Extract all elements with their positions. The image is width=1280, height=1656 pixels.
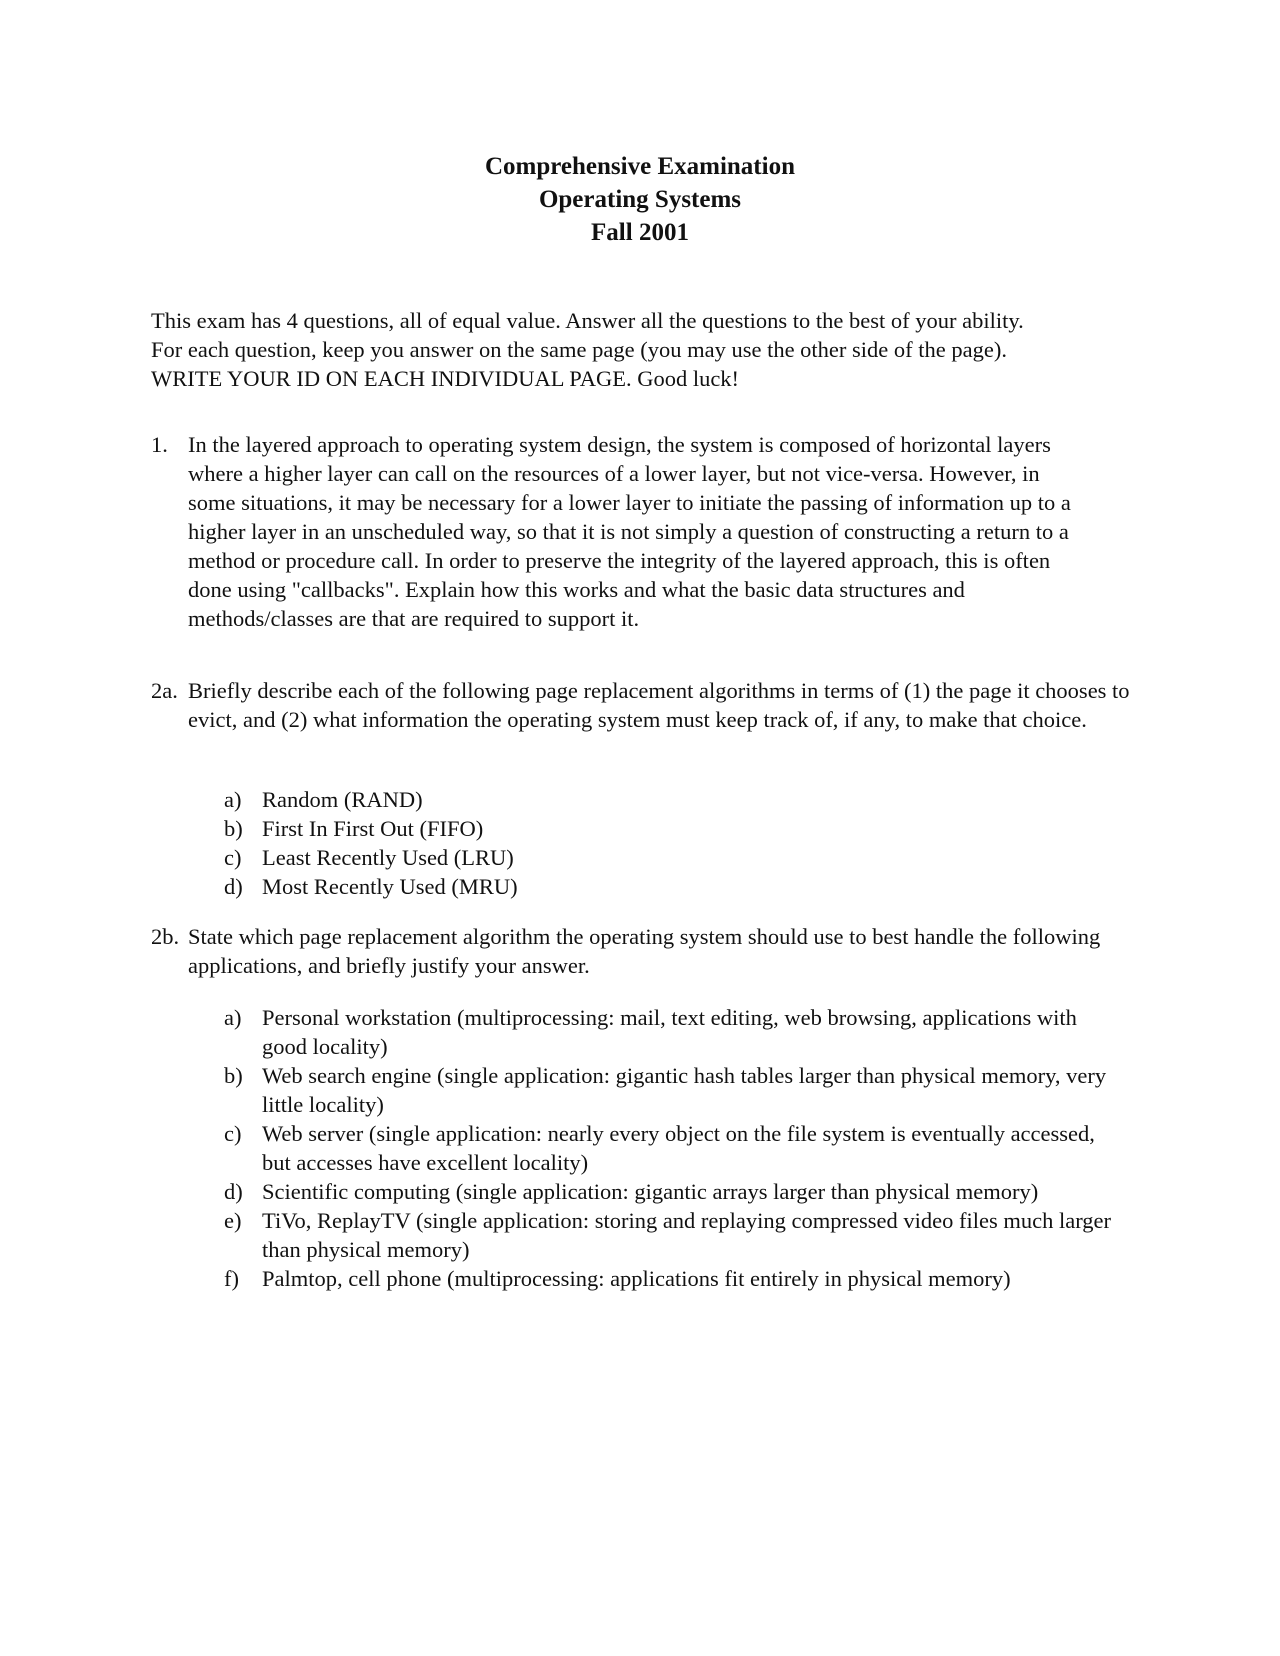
question-number: 1.	[151, 432, 168, 457]
question-2a	[151, 676, 1131, 734]
q2a-algorithm-list	[224, 785, 1124, 901]
item-text: Palmtop, cell phone (multiprocessing: applications fit entirely in physical memory)	[262, 1266, 1011, 1291]
item-letter: a)	[224, 787, 242, 812]
item-letter: a)	[224, 1005, 242, 1030]
title-line-term: Fall 2001	[591, 219, 689, 246]
instructions-line-2: For each question, keep you answer on the same page (you may use the other side of the page).	[151, 337, 1007, 362]
item-text: Scientific computing (single application: gigantic arrays larger than physical memory)	[262, 1179, 1039, 1204]
item-text: Web search engine (single application: gigantic hash tables larger than physical memory, very little locality)	[262, 1063, 1107, 1117]
item-letter: d)	[224, 1179, 243, 1204]
item-text: First In First Out (FIFO)	[262, 816, 484, 841]
instructions-line-1: This exam has 4 questions, all of equal value. Answer all the questions to the best of your ability.	[151, 308, 1024, 333]
title-line-subject: Operating Systems	[538, 186, 742, 213]
list-item	[224, 872, 1124, 901]
title-line-exam: Comprehensive Examination	[485, 153, 795, 180]
question-text: State which page replacement algorithm the operating system should use to best handle the following applications, and briefly justify your answer.	[188, 924, 1101, 978]
item-letter: d)	[224, 874, 243, 899]
list-item	[224, 843, 1124, 872]
exam-title	[0, 150, 1280, 249]
question-number: 2b.	[151, 924, 180, 949]
list-item	[224, 785, 1124, 814]
list-item	[224, 1264, 1114, 1293]
question-number: 2a.	[151, 678, 178, 703]
question-1	[151, 430, 1071, 633]
list-item	[224, 1177, 1114, 1206]
list-item	[224, 1206, 1114, 1264]
item-text: Random (RAND)	[262, 787, 423, 812]
exam-instructions	[151, 306, 1161, 393]
item-letter: f)	[224, 1266, 239, 1291]
question-text: In the layered approach to operating system design, the system is composed of horizontal layers where a higher layer can call on the resources of a lower layer, but not vice-versa. However, in some situations, it may be necessary for a lower layer to initiate the passing of information up to a higher layer in an unscheduled way, so that it is not simply a question of constructing a return to a method or procedure call. In order to preserve the integrity of the layered approach, this is often done using "callbacks". Explain how this works and what the basic data structures and methods/classes are that are required to support it.	[188, 432, 1071, 631]
q2b-application-list	[224, 1003, 1114, 1293]
item-text: Least Recently Used (LRU)	[262, 845, 514, 870]
instructions-line-3: WRITE YOUR ID ON EACH INDIVIDUAL PAGE. Good luck!	[151, 366, 740, 391]
list-item	[224, 1003, 1114, 1061]
list-item	[224, 1119, 1114, 1177]
question-2b	[151, 922, 1101, 980]
item-letter: e)	[224, 1208, 242, 1233]
item-letter: b)	[224, 1063, 243, 1088]
item-letter: c)	[224, 1121, 242, 1146]
item-text: Most Recently Used (MRU)	[262, 874, 518, 899]
item-text: Personal workstation (multiprocessing: mail, text editing, web browsing, applications with good locality)	[262, 1005, 1077, 1059]
list-item	[224, 814, 1124, 843]
item-letter: b)	[224, 816, 243, 841]
item-text: Web server (single application: nearly every object on the file system is eventually accessed, but accesses have excellent locality)	[262, 1121, 1095, 1175]
list-item	[224, 1061, 1114, 1119]
item-text: TiVo, ReplayTV (single application: storing and replaying compressed video files much larger than physical memory)	[262, 1208, 1112, 1262]
question-text: Briefly describe each of the following page replacement algorithms in terms of (1) the page it chooses to evict, and (2) what information the operating system must keep track of, if any, to make that choice.	[188, 678, 1130, 732]
item-letter: c)	[224, 845, 242, 870]
